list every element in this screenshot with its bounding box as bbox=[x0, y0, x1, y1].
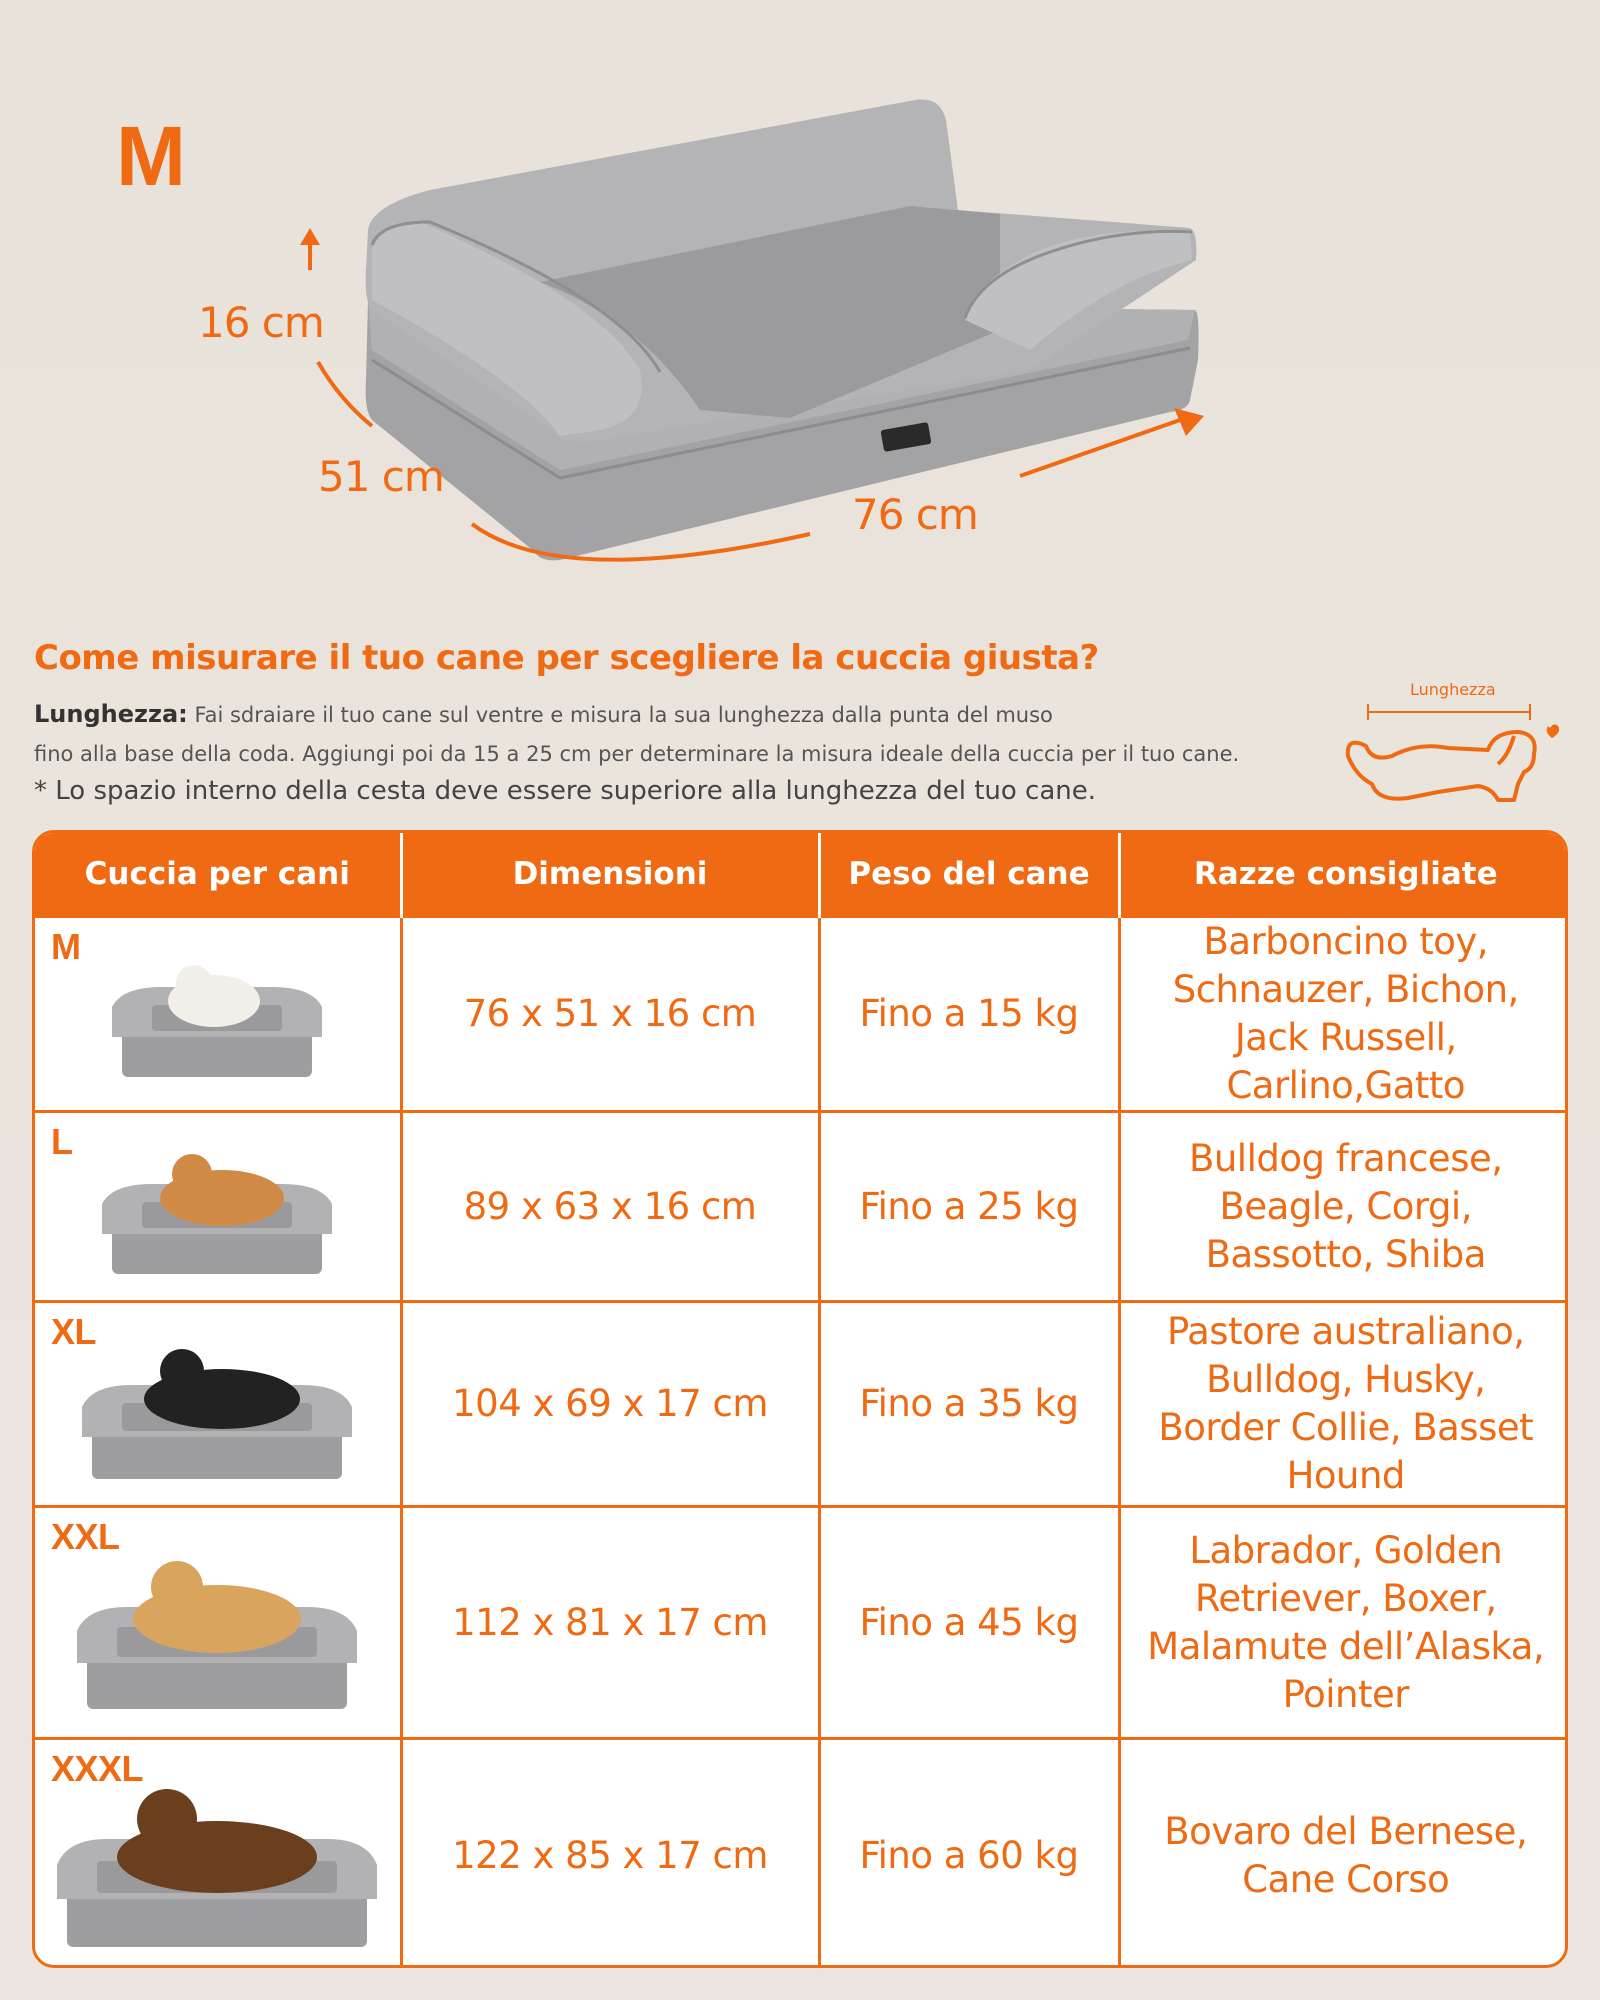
table-row bbox=[35, 1112, 1568, 1302]
measuring-guide-title: Come misurare il tuo cane per scegliere la cuccia giusta? bbox=[34, 638, 1099, 678]
table-header-row bbox=[35, 833, 1568, 917]
bed-photo bbox=[47, 1775, 387, 1955]
weight-cell: Fino a 25 kg bbox=[819, 1112, 1119, 1302]
size-comparison-table bbox=[32, 830, 1568, 1968]
hero-size-letter: M bbox=[116, 109, 186, 203]
bed-cell bbox=[35, 1302, 401, 1507]
weight-cell: Fino a 45 kg bbox=[819, 1507, 1119, 1739]
table-row bbox=[35, 1739, 1568, 1968]
breeds-cell: Barboncino toy, Schnauzer, Bichon, Jack Russell, Carlino,Gatto bbox=[1119, 917, 1568, 1112]
guide-text-1: Fai sdraiare il tuo cane sul ventre e misura la sua lunghezza dalla punta del muso bbox=[194, 703, 1053, 727]
table-row bbox=[35, 917, 1568, 1112]
height-dimension-label: 16 cm bbox=[198, 298, 324, 347]
bed-cell bbox=[35, 1112, 401, 1302]
guide-line-2: fino alla base della coda. Aggiungi poi da 15 a 25 cm per determinare la misura ideale della cuccia per il tuo cane. bbox=[34, 742, 1240, 766]
table-row bbox=[35, 1507, 1568, 1739]
dog-length-icon bbox=[1338, 676, 1564, 816]
dimensions-cell: 122 x 85 x 17 cm bbox=[401, 1739, 819, 1968]
header-breeds: Razze consigliate bbox=[1119, 833, 1568, 917]
bed-cell bbox=[35, 1739, 401, 1968]
header-bed: Cuccia per cani bbox=[35, 833, 401, 917]
weight-cell: Fino a 15 kg bbox=[819, 917, 1119, 1112]
guide-line-1 bbox=[34, 700, 1053, 728]
bed-photo bbox=[67, 1547, 367, 1717]
header-weight: Peso del cane bbox=[819, 833, 1119, 917]
dog-length-icon-label: Lunghezza bbox=[1410, 680, 1496, 699]
breeds-cell: Labrador, Golden Retriever, Boxer, Malamute dell’Alaska, Pointer bbox=[1119, 1507, 1568, 1739]
bed-photo bbox=[102, 957, 332, 1087]
breeds-cell: Bulldog francese, Beagle, Corgi, Bassotto, Shiba bbox=[1119, 1112, 1568, 1302]
table-row bbox=[35, 1302, 1568, 1507]
breeds-cell: Pastore australiano, Bulldog, Husky, Border Collie, Basset Hound bbox=[1119, 1302, 1568, 1507]
dimensions-cell: 76 x 51 x 16 cm bbox=[401, 917, 819, 1112]
dimensions-cell: 89 x 63 x 16 cm bbox=[401, 1112, 819, 1302]
length-dimension-label: 76 cm bbox=[852, 490, 978, 539]
bed-cell bbox=[35, 1507, 401, 1739]
weight-cell: Fino a 35 kg bbox=[819, 1302, 1119, 1507]
row-size-label: XXXL bbox=[51, 1748, 144, 1790]
row-size-label: XXL bbox=[51, 1516, 120, 1558]
row-size-label: L bbox=[51, 1121, 73, 1163]
header-dimensions: Dimensioni bbox=[401, 833, 819, 917]
width-dimension-label: 51 cm bbox=[318, 452, 444, 501]
breeds-cell: Bovaro del Bernese, Cane Corso bbox=[1119, 1739, 1568, 1968]
row-size-label: M bbox=[51, 926, 81, 967]
bed-cell bbox=[35, 917, 401, 1112]
row-size-label: XL bbox=[51, 1311, 97, 1353]
guide-note: * Lo spazio interno della cesta deve essere superiore alla lunghezza del tuo cane. bbox=[34, 776, 1097, 806]
bed-photo bbox=[92, 1144, 342, 1284]
dimensions-cell: 112 x 81 x 17 cm bbox=[401, 1507, 819, 1739]
length-term: Lunghezza: bbox=[34, 700, 188, 728]
dimensions-cell: 104 x 69 x 17 cm bbox=[401, 1302, 819, 1507]
weight-cell: Fino a 60 kg bbox=[819, 1739, 1119, 1968]
bed-photo bbox=[72, 1337, 362, 1487]
